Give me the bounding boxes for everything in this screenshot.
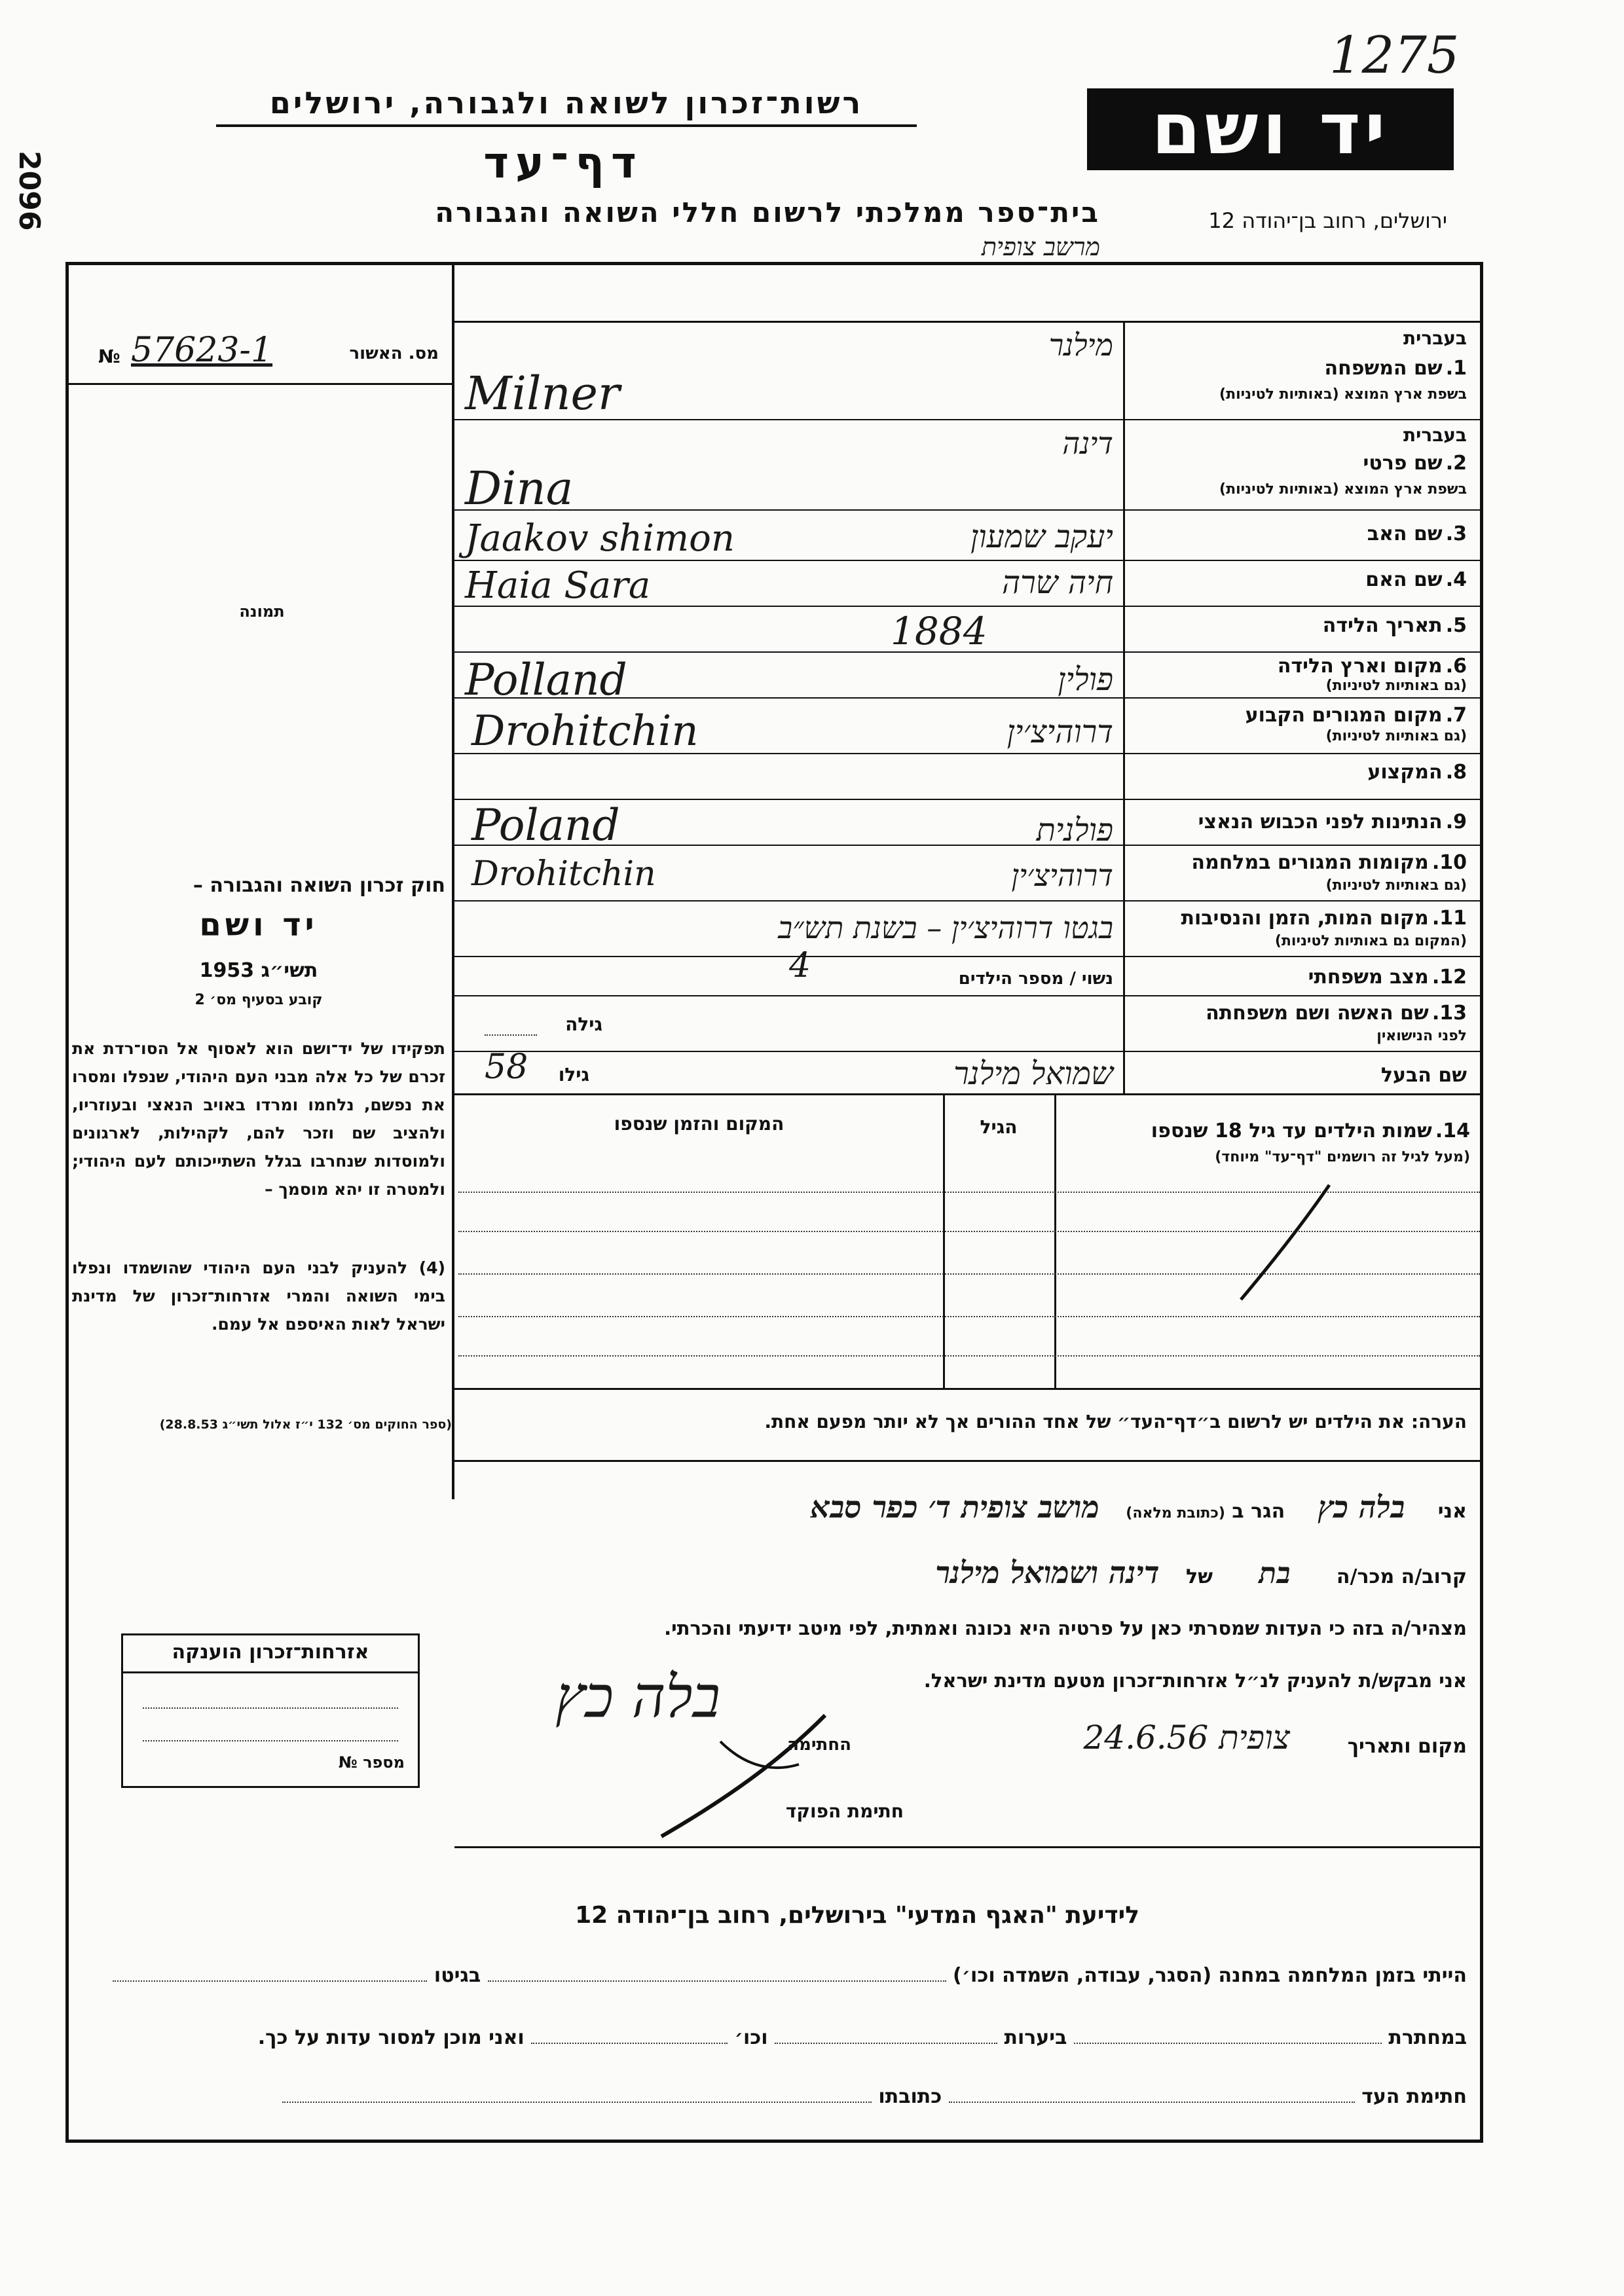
of-value: דינה ושמואל מילנר [935,1555,1160,1590]
officer-signature-label: חתימת הפוקד [785,1800,904,1822]
field-4-name: שם האם [1365,568,1443,591]
field-2-label [1133,452,1467,475]
field-9-hebrew: פולנית [1036,812,1113,848]
field-2-latin: Dina [465,462,574,515]
law-clause: קובע בסעיף מס׳ 2 [194,992,323,1008]
field-7-label [1133,704,1467,727]
law-year: תשי״ג 1953 [199,959,318,982]
of-label: של [1186,1565,1213,1588]
approval-id-value: 57623-1 [131,331,273,370]
law-text: תפקידו של יד־ושם הוא לאסוף אל הסו־רדת את זכרם של כל אלה מבני העם היהודי, שנפלו ומסרו את נפשם, נלחמו ומרדו באויב הנאצי ובעוזריו, ולהציב שם וזכר להם, לקהילות, לארגונים ולמוסדות שנחרבו בגלל השתייכותם לעם היהודי; ולמטרה זו יהא מוסמך – [72,1039,445,1199]
field-2-sub: בשפת ארץ המוצא (באותיות לטיניות) [1219,481,1467,498]
children-title: שמות הילדים עד גיל 18 שנספו [1151,1120,1432,1142]
declaration-line-1 [471,1489,1467,1525]
husband-age: 58 [485,1048,528,1087]
field-11-hebrew: בגטו דרוהיצ׳ין – בשנת תש״ב [777,910,1113,945]
field-11-name: מקום המות, הזמן והנסיבות [1181,907,1429,930]
law-source: (ספר החוקים מס׳ 132 י״ז אלול תשי״ג 28.8.53) [159,1417,452,1432]
law-title: חוק זכרון השואה והגבורה – [193,874,445,897]
children-place-header: המקום והזמן שנספו [614,1113,784,1135]
witness-signature-label: חתימת העד [1361,2085,1467,2108]
law-text-2: (4) להעניק לבני העם היהודי שהושמדו ונפלו בימי השואה והמרי אזרחות־זכרון של מדינת ישראל לאות האיספם אל עמם. [72,1258,445,1334]
field-3-num: 3. [1445,522,1467,545]
field-5-label [1133,614,1467,637]
field-1-tag: בעברית [1403,327,1467,349]
field-6-hebrew: פולין [1058,661,1113,698]
number-sign: № [98,346,120,367]
field-9-value: Poland [471,800,620,850]
info-title: לידיעת "האגף המדעי" בירושלים, רחוב בן־יהודה 12 [575,1902,1139,1929]
declaration-request: אני מבקש/ת להעניק לנ״ל אזרחות־זכרון מטעם מדינת ישראל. [923,1669,1467,1692]
field-9-name: הנתינות לפני הכבוש הנאצי [1198,811,1443,833]
residing-label: הגר ב [1232,1500,1285,1523]
field-7-value: Drohitchin [471,707,699,756]
forests-label: ביערות [1004,2026,1067,2049]
field-13-name: שם האשה ושם משפחתה [1206,1002,1429,1025]
field-9-label [1133,811,1467,833]
field-2-tag: בעברית [1403,424,1467,446]
place-date-value: צופית 24.6.56 [1083,1719,1290,1757]
note: הערה: את הילדים יש לרשום ב״דף־העד״ של אחד ההורים אך לא יותר מפעם אחת. [764,1411,1467,1432]
field-6-num: 6. [1445,655,1467,678]
field-8-name: המקצוע [1367,761,1443,784]
field-10-sub: (גם באותיות לטיניות) [1325,877,1467,894]
logo-text: יד ושם [1151,88,1390,170]
field-1-num: 1. [1445,357,1467,380]
bottom-line-1 [85,1964,1467,1987]
willing-label: ואני מוכן למסור עדות על כך. [257,2026,525,2049]
field-1-hebrew: מילנר [1048,327,1113,363]
husband-label [1133,1064,1467,1087]
field-11-num: 11. [1431,907,1467,930]
field-2-num: 2. [1445,452,1467,475]
field-9-num: 9. [1445,811,1467,833]
bottom-line-2 [85,2026,1467,2049]
children-sub: (מעל לגיל זה רושמים "דף־עד" מיוחד) [1215,1149,1470,1165]
children-label [1064,1120,1470,1142]
witness-address-label: כתובתו [878,2085,942,2108]
field-5-name: תאריך הלידה [1322,614,1443,637]
field-7-name: מקום המגורים הקבוע [1245,704,1443,727]
field-1-latin: Milner [465,367,620,420]
field-8-label [1133,761,1467,784]
field-4-value: Haia Sara [465,564,651,607]
field-12-inline: נשוי / מספר הילדים [958,969,1113,989]
yad-vashem-logo [1087,88,1454,170]
citizenship-box [121,1633,420,1788]
field-2-hebrew: דינה [1062,426,1113,461]
field-3-label [1133,522,1467,545]
field-3-hebrew: יעקב שמעון [970,519,1113,555]
field-4-hebrew: חיה שרה [1001,564,1113,601]
signature-flourish [642,1702,838,1846]
field-1-sub: בשפת ארץ המוצא (באותיות לטיניות) [1219,386,1467,403]
field-13-label [1133,1002,1467,1025]
field-2-name: שם פרטי [1363,452,1443,475]
field-13-age-label: גילה [565,1013,602,1035]
declarant-signature: בלה כץ [555,1663,720,1730]
underground-label: במחתרת [1388,2026,1467,2049]
photo-label: תמונה [239,602,285,621]
ghetto-label: בגיטו [434,1964,481,1987]
declaration-line-2 [471,1555,1467,1590]
signature-label: החתימה [787,1735,851,1755]
husband-name: שמואל מילנר [953,1055,1113,1092]
declaration-statement: מצהיר/ה בזה כי העדות שמסרתי כאן על פרטיה היא נכונה ואמתית, לפי מיטב ידיעתי והכרתי. [664,1617,1467,1639]
address: ירושלים, רחוב בן־יהודה 12 [1208,208,1447,233]
field-3-name: שם האב [1367,522,1443,545]
declarant-name: בלה כץ [1318,1489,1405,1525]
margin-number: 2096 [12,151,46,231]
field-7-sub: (גם באותיות לטיניות) [1325,728,1467,744]
citizenship-number: מספר № [338,1753,405,1772]
field-5-value: 1884 [891,609,987,653]
field-10-label [1133,851,1467,874]
field-10-num: 10. [1431,851,1467,874]
field-4-num: 4. [1445,568,1467,591]
relation-label: קרוב/ה מכר/ה [1336,1565,1467,1588]
husband-age-label: גילו [558,1064,589,1085]
field-11-label [1133,907,1467,930]
archive-number: 1275 [1329,26,1460,85]
field-12-label [1133,966,1467,989]
full-address-label: (כתובת מלאה) [1126,1505,1225,1522]
bottom-line-3 [85,2085,1467,2108]
children-age-header: הגיל [980,1116,1018,1138]
field-10-value: Drohitchin [471,854,656,894]
field-11-sub: (המקום גם באותיות לטיניות) [1274,933,1467,949]
field-13-num: 13. [1431,1002,1467,1025]
field-1-name: שם המשפחה [1324,357,1443,380]
field-10-hebrew: דרוהיצ׳ין [1011,858,1113,893]
husband-name-label: שם הבעל [1380,1064,1467,1087]
camp-label: הייתי בזמן המלחמה במחנה (הסגר, עבודה, השמדה וכו׳) [953,1964,1467,1987]
children-strike-mark [1231,1178,1336,1309]
place-date-label: מקום ותאריך [1347,1735,1467,1758]
field-12-num: 12. [1431,966,1467,989]
archive-line: בית־ספר ממלכתי לרשום חללי השואה והגבורה [435,196,1100,228]
relation-value: בת [1259,1557,1291,1590]
authority-line: רשות־זכרון לשואה ולגבורה, ירושלים [269,85,864,120]
citizenship-title: אזרחות־זכרון הוענקה [172,1641,369,1664]
children-num: 14. [1435,1120,1470,1142]
field-10-name: מקומות המגורים במלחמה [1191,851,1429,874]
law-name: יד ושם [199,907,318,943]
field-5-num: 5. [1445,614,1467,637]
field-8-num: 8. [1445,761,1467,784]
field-12-value: 4 [789,946,811,985]
approval-id-label: מס. האשור [349,344,439,363]
declarant-address: מושב צופית ד׳ כפר סבא [810,1489,1099,1525]
school-handwritten: מרשב צופית [981,232,1100,261]
field-4-label [1133,568,1467,591]
field-3-value: Jaakov shimon [465,517,735,560]
field-12-name: מצב משפחתי [1308,966,1429,989]
field-6-label [1133,655,1467,678]
field-6-value: Polland [465,655,627,705]
field-6-sub: (גם באותיות לטיניות) [1325,678,1467,694]
etc-label: וכו׳ [734,2026,768,2049]
field-13-sub: לפני הנישואין [1376,1028,1467,1044]
field-7-num: 7. [1445,704,1467,727]
form-title: דף־עד [483,137,643,188]
field-1-label [1133,357,1467,380]
i-label: אני [1437,1500,1467,1523]
field-7-hebrew: דרוהיצ׳ין [1006,714,1113,750]
field-6-name: מקום וארץ הלידה [1277,655,1443,678]
